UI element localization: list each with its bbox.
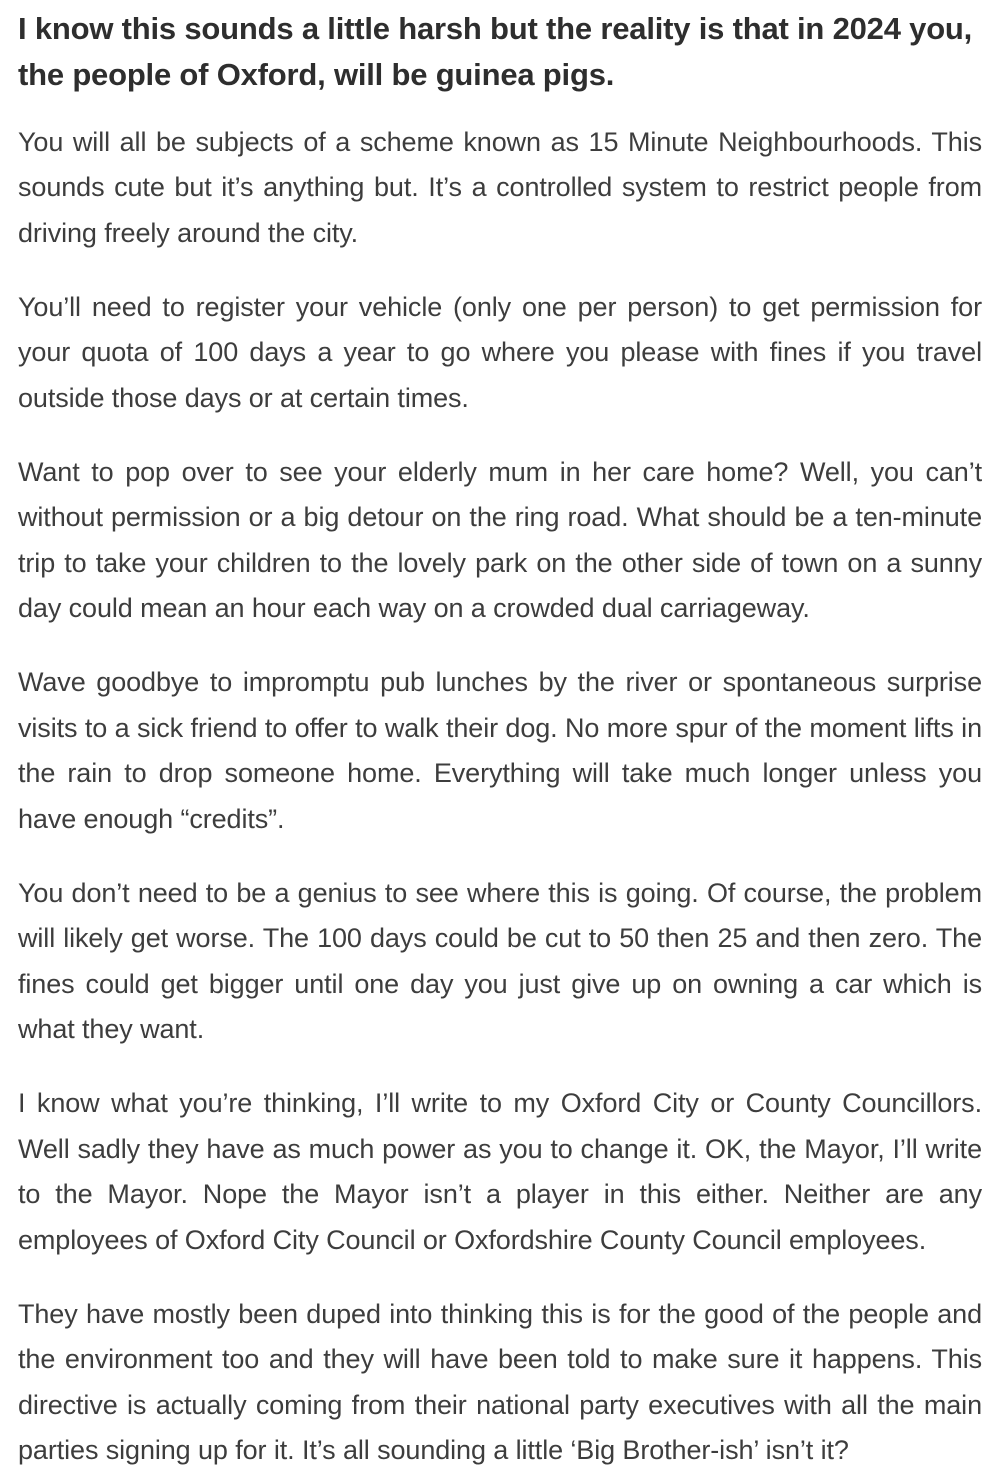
article-heading: I know this sounds a little harsh but the reality is that in 2024 you, the people of Oxford, will be guinea pigs. <box>18 11 973 92</box>
article-paragraph-3: Want to pop over to see your elderly mum in her care home? Well, you can’t without permission or a big detour on the ring road. What should be a ten-minute trip to take your children to the lovely park on the other side of town on a sunny day could mean an hour each way on a crowded dual carriageway. <box>18 456 982 624</box>
article-paragraph-6: I know what you’re thinking, I’ll write to my Oxford City or County Councillors. Well sadly they have as much power as you to change it. OK, the Mayor, I’ll write to the Mayor. Nope the Mayor isn’t a player in this either. Neither are any employees of Oxford City Council or Oxfordshire County Council employees. <box>18 1088 982 1255</box>
article-paragraph-2: You’ll need to register your vehicle (only one per person) to get permission for your quota of 100 days a year to go where you please with fines if you travel outside those days or at certain times. <box>18 291 982 413</box>
article-paragraph-7: They have mostly been duped into thinking this is for the good of the people and the environment too and they will have been told to make sure it happens. This directive is actually coming from their national party executives with all the main parties signing up for it. It’s all sounding a little ‘Big Brother-ish’ isn’t it? <box>18 1298 982 1466</box>
article-paragraph-1: You will all be subjects of a scheme known as 15 Minute Neighbourhoods. This sounds cute but it’s anything but. It’s a controlled system to restrict people from driving freely around the city. <box>18 126 982 248</box>
article-paragraph-5: You don’t need to be a genius to see where this is going. Of course, the problem will likely get worse. The 100 days could be cut to 50 then 25 and then zero. The fines could get bigger until one day you just give up on owning a car which is what they want. <box>18 877 982 1045</box>
article-paragraph-4: Wave goodbye to impromptu pub lunches by the river or spontaneous surprise visits to a sick friend to offer to walk their dog. No more spur of the moment lifts in the rain to drop someone home. Everything will take much longer unless you have enough “credits”. <box>18 667 982 834</box>
